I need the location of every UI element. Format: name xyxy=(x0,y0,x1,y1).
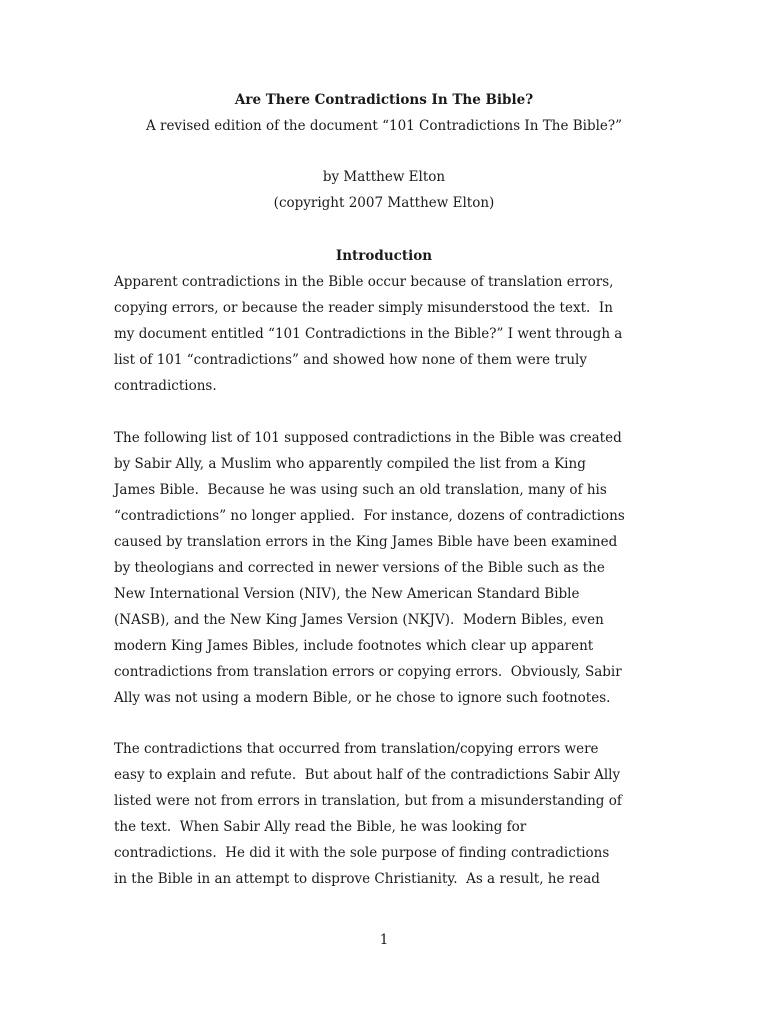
paragraph-line: Apparent contradictions in the Bible occur because of translation errors, xyxy=(114,274,614,290)
paragraph-line: contradictions from translation errors or copying errors. Obviously, Sabir xyxy=(114,664,622,680)
paragraph-line: in the Bible in an attempt to disprove Christianity. As a result, he read xyxy=(114,871,600,887)
author-byline: by Matthew Elton xyxy=(322,169,446,185)
paragraph-line: copying errors, or because the reader simply misunderstood the text. In xyxy=(114,300,613,316)
copyright-notice: (copyright 2007 Matthew Elton) xyxy=(273,195,495,211)
paragraph-line: contradictions. He did it with the sole purpose of finding contradictions xyxy=(114,845,610,861)
paragraph-line: list of 101 “contradictions” and showed how none of them were truly xyxy=(114,352,587,368)
paragraph-line: by theologians and corrected in newer versions of the Bible such as the xyxy=(114,560,605,576)
paragraph-line: by Sabir Ally, a Muslim who apparently compiled the list from a King xyxy=(114,456,586,472)
document-subtitle: A revised edition of the document “101 Contradictions In The Bible?” xyxy=(145,118,623,134)
paragraph-line: the text. When Sabir Ally read the Bible, he was looking for xyxy=(114,819,527,835)
paragraph-line: modern King James Bibles, include footnotes which clear up apparent xyxy=(114,638,594,654)
paragraph-line: The following list of 101 supposed contradictions in the Bible was created xyxy=(114,430,622,446)
paragraph-line: listed were not from errors in translation, but from a misunderstanding of xyxy=(114,793,622,809)
paragraph-line: The contradictions that occurred from translation/copying errors were xyxy=(114,741,599,757)
paragraph-line: caused by translation errors in the King James Bible have been examined xyxy=(114,534,618,550)
paragraph-line: (NASB), and the New King James Version (NKJV). Modern Bibles, even xyxy=(114,612,604,628)
section-heading: Introduction xyxy=(335,248,433,264)
paragraph-line: James Bible. Because he was using such an old translation, many of his xyxy=(114,482,607,498)
paragraph-line: easy to explain and refute. But about half of the contradictions Sabir Ally xyxy=(114,767,621,783)
page-number: 1 xyxy=(379,932,389,948)
document-title: Are There Contradictions In The Bible? xyxy=(234,92,534,108)
paragraph-line: “contradictions” no longer applied. For instance, dozens of contradictions xyxy=(114,508,625,524)
paragraph-line: my document entitled “101 Contradictions in the Bible?” I went through a xyxy=(114,326,623,342)
paragraph-line: contradictions. xyxy=(114,378,217,394)
paragraph-line: New International Version (NIV), the New American Standard Bible xyxy=(114,586,580,602)
paragraph-line: Ally was not using a modern Bible, or he chose to ignore such footnotes. xyxy=(114,690,611,706)
